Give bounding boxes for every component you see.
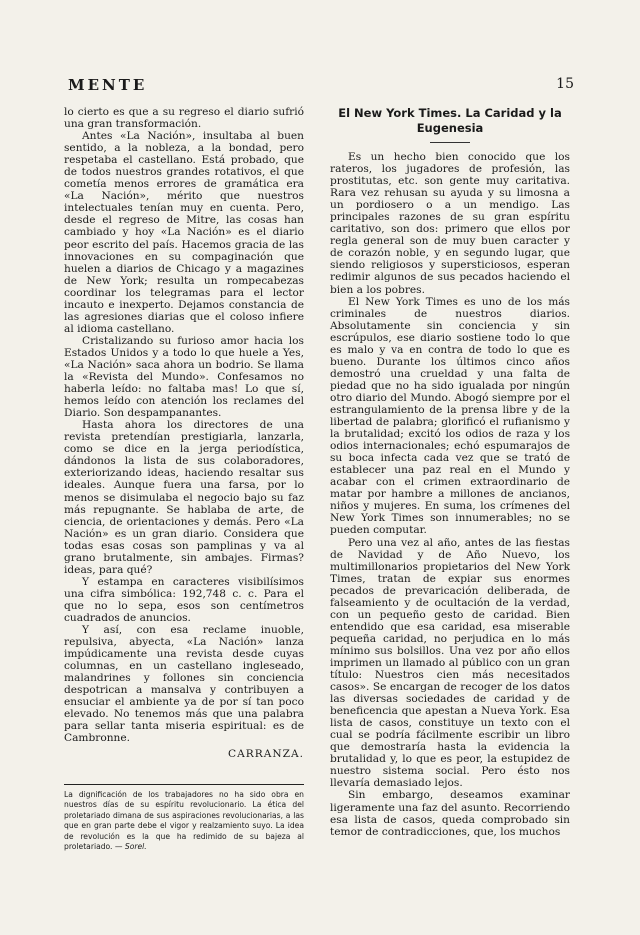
paragraph: Antes «La Nación», insultaba al buen sentido, a la nobleza, a la bondad, pero respetaba el castellano. Está probado, que de todos nuestros grandes rotativos, el que cometía menos errores de gramática era «La Nación», mérito que nuestros intelectuales tenían muy en cuenta. Pero, desde el regreso de Mitre, las cosas han cambiado y hoy «La Nación» es el diario peor escrito del país. Hacemos gracia de las innovaciones en su compaginación que huelen a diarios de Chicago y a magazines de New York; resulta un rompecabezas coordinar los telegramas para el lector incauto e inexperto. Dejamos constancia de las agresiones diarias que el coloso infiere al idioma castellano. bbox=[64, 130, 304, 335]
paragraph: Y así, con esa reclame inuoble, repulsiva, abyecta, «La Nación» lanza impúdicamente una revista desde cuyas columnas, en un castellano ingleseado, malandrines y follones sin conciencia despotrican a mansalva y contribuyen a ensuciar el ambiente ya de por sí tan poco elevado. No tenemos más que una palabra para sellar tanta miseria espiritual: es de Cambronne. bbox=[64, 624, 304, 745]
paragraph: Sin embargo, deseamos examinar ligeramente una faz del asunto. Recorriendo esa lista de casos, queda comprobado sin temor de contradicciones, que, los muchos bbox=[330, 789, 570, 838]
footnote-text: La dignificación de los trabajadores no ha sido obra en nuestros días de su espíritu revolucionario. La ética del proletariado dimana de sus aspiraciones revolucionarias, a las que en gran parte debe el vigor y realzamiento suyo. La idea de revolución es la que ha redimido de su bajeza al proletariado. — bbox=[64, 790, 304, 852]
paragraph: El New York Times es uno de los más criminales de nuestros diarios. Absolutamente sin conciencia y sin escrúpulos, ese diario sostiene todo lo que es malo y va en contra de todo lo que es bueno. Durante los últimos cinco años demostró una crueldad y una falta de piedad que no ha sido igualada por ningún otro diario del Mundo. Abogó siempre por el estrangulamiento de la prensa libre y de la libertad de palabra; glorificó el rufianismo y la brutalidad; excitó los odios de raza y los odios internacionales; echó espumarajos de su boca infecta cada vez que se trató de establecer una paz real en el Mundo y acabar con el crimen extraordinario de matar por hambre a millones de ancianos, niños y mujeres. En suma, los crímenes del New York Times son innumerables; no se pueden computar. bbox=[330, 295, 570, 537]
paragraph: Cristalizando su furioso amor hacia los Estados Unidos y a todo lo que huele a Yes, «La Nación» saca ahora un bodrio. Se llama la «Revista del Mundo». Confesamos no haberla leído: no faltaba mas! Lo que sí, hemos leído con atención los reclames del Diario. Son despampanantes. bbox=[64, 334, 304, 420]
paragraph: Es un hecho bien conocido que los rateros, los jugadores de profesión, las prostitutas, etc. son gente muy caritativa. Rara vez rehusan su ayuda y su limosna a un pordiosero o a un mendigo. Las principales razones de su gran espíritu caritativo, son dos: primero que ellos por regla general son de muy buen caracter y de corazón noble, y en segundo lugar, que siendo religiosos y supersticiosos, esperan redimir algunos de sus pecados haciendo el bien a los pobres. bbox=[330, 151, 570, 296]
title-divider bbox=[430, 142, 470, 143]
right-column bbox=[330, 106, 570, 838]
author-signature: CARRANZA. bbox=[227, 748, 304, 761]
left-column bbox=[64, 106, 304, 761]
footnote-quote bbox=[64, 790, 304, 852]
paragraph: lo cierto es que a su regreso el diario sufrió una gran transformación. bbox=[64, 106, 304, 131]
paragraph: Hasta ahora los directores de una revista pretendían prestigiarla, lanzarla, como se dice en la jerga periodística, dándonos la lista de sus colaboradores, exteriorizando ideas, haciendo resaltar sus ideales. Aunque fuera una farsa, por lo menos se disimulaba el negocio bajo su faz más repugnante. Se hablaba de arte, de ciencia, de orientaciones y demás. Pero «La Nación» es un gran diario. Considera que todas esas cosas son pamplinas y va al grano brutalmente, sin ambajes. Firmas? ideas, para qué? bbox=[64, 419, 304, 576]
paragraph: Y estampa en caracteres visibilísimos una cifra simbólica: 192,748 c. c. Para el que no lo sepa, esos son centímetros cuadrados de anuncios. bbox=[64, 575, 304, 624]
magazine-title: MENTE bbox=[68, 76, 148, 94]
paragraph: Pero una vez al año, antes de las fiestas de Navidad y de Año Nuevo, los multimillonarios propietarios del New York Times, tratan de expiar sus enormes pecados de prevaricación deliberada, de falseamiento y de ocultación de la verdad, con un pequeño gesto de caridad. Bien entendido que esa caridad, esa miserable pequeña caridad, no perjudica en lo más mínimo sus bolsillos. Una vez por año ellos imprimen un llamado al público con un gran título: Nuestros cien más necesitados casos». Se encargan de recoger de los datos las diversas sociedades de caridad y de beneficencia que apestan a Nueva York. Esa lista de casos, constituye un texto con el cual se podría fácilmente escribir un libro que demostraría hasta la evidencia la brutalidad y, lo que es peor, la estupidez de nuestro sistema social. Pero ésto nos llevaría demasiado lejos. bbox=[330, 536, 570, 790]
footnote-divider bbox=[64, 784, 304, 785]
running-head bbox=[68, 76, 574, 98]
footnote-author: Sorel. bbox=[124, 842, 147, 852]
article-title: El New York Times. La Caridad y la Eugenesia bbox=[338, 106, 562, 135]
page-number: 15 bbox=[556, 76, 574, 92]
